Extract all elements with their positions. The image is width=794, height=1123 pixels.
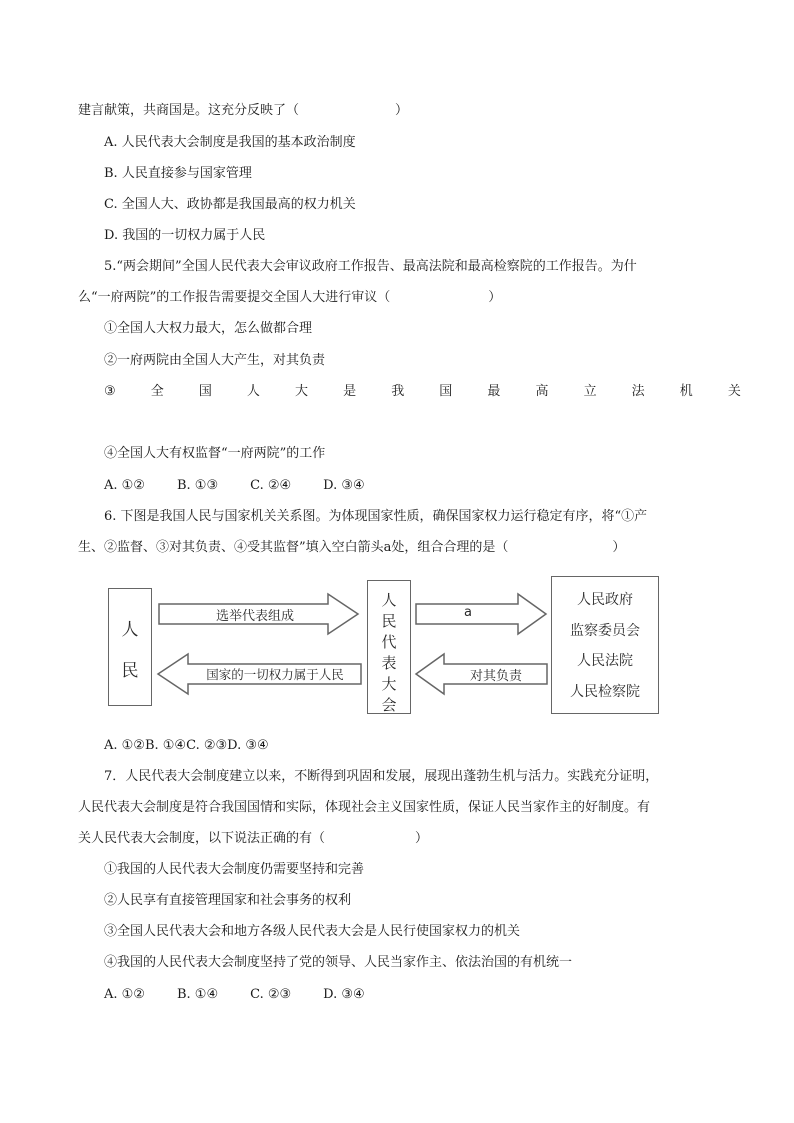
q5-item-4: ④全国人大有权监督“一府两院”的工作 (104, 446, 326, 461)
q5-item-3: ③ 全 国 人 大 是 我 国 最 高 立 法 机 关 (104, 384, 741, 399)
q4-option-d: D. 我国的一切权力属于人民 (104, 228, 266, 243)
diagram-arrows (108, 576, 659, 717)
relationship-diagram (108, 576, 659, 717)
q4-option-b: B. 人民直接参与国家管理 (104, 166, 252, 181)
q6-answers: A. ①②B. ①④C. ②③D. ③④ (104, 738, 269, 753)
q7-answers: A. ①② B. ①④ C. ②③ D. ③④ (104, 987, 365, 1002)
diagram-people-box: 人 民 (108, 588, 152, 706)
arrow-responsible-label: 对其负责 (469, 669, 522, 684)
q7-stem-line2: 人民代表大会制度是符合我国国情和实际，体现社会主义国家性质，保证人民当家作主的好制度。有 (78, 800, 651, 815)
q5-item-1: ①全国人大权力最大，怎么做都合理 (104, 321, 313, 336)
q7-stem-line3: 关人民代表大会制度，以下说法正确的有（ ） (78, 831, 429, 846)
q4-stem: 建言献策，共商国是。这充分反映了（ ） (78, 103, 409, 118)
diagram-state-organs-box: 人民政府 监察委员会 人民法院 人民检察院 (551, 576, 659, 714)
q5-answers: A. ①② B. ①③ C. ②④ D. ③④ (104, 478, 365, 493)
q7-item-4: ④我国的人民代表大会制度坚持了党的领导、人民当家作主、依法治国的有机统一 (104, 955, 573, 970)
q5-stem-line1: 5.“两会期间”全国人民代表大会审议政府工作报告、最高法院和最高检察院的工作报告。为什 (104, 259, 637, 274)
diagram-npc-box: 人 民 代 表 大 会 (367, 580, 411, 714)
q7-item-1: ①我国的人民代表大会制度仍需要坚持和完善 (104, 862, 365, 877)
arrow-elect-label: 选举代表组成 (215, 609, 294, 624)
arrow-a-label: a (464, 605, 472, 620)
q7-item-2: ②人民享有直接管理国家和社会事务的权利 (104, 893, 352, 908)
q5-item-2: ②一府两院由全国人大产生，对其负责 (104, 353, 326, 368)
q7-item-3: ③全国人民代表大会和地方各级人民代表大会是人民行使国家权力的机关 (104, 924, 521, 939)
q6-stem-line2: 生、②监督、③对其负责、④受其监督”填入空白箭头a处，组合合理的是（ ） (78, 540, 626, 555)
arrow-power-label: 国家的一切权力属于人民 (206, 667, 344, 682)
q4-option-a: A. 人民代表大会制度是我国的基本政治制度 (104, 135, 356, 150)
q7-stem-line1: 7．人民代表大会制度建立以来，不断得到巩固和发展，展现出蓬勃生机与活力。实践充分证明， (104, 769, 659, 784)
q6-stem-line1: 6. 下图是我国人民与国家机关关系图。为体现国家性质，确保国家权力运行稳定有序，将“①产 (104, 509, 648, 524)
q4-option-c: C. 全国人大、政协都是我国最高的权力机关 (104, 197, 356, 212)
q5-stem-line2: 么“一府两院”的工作报告需要提交全国人大进行审议（ ） (78, 290, 502, 305)
